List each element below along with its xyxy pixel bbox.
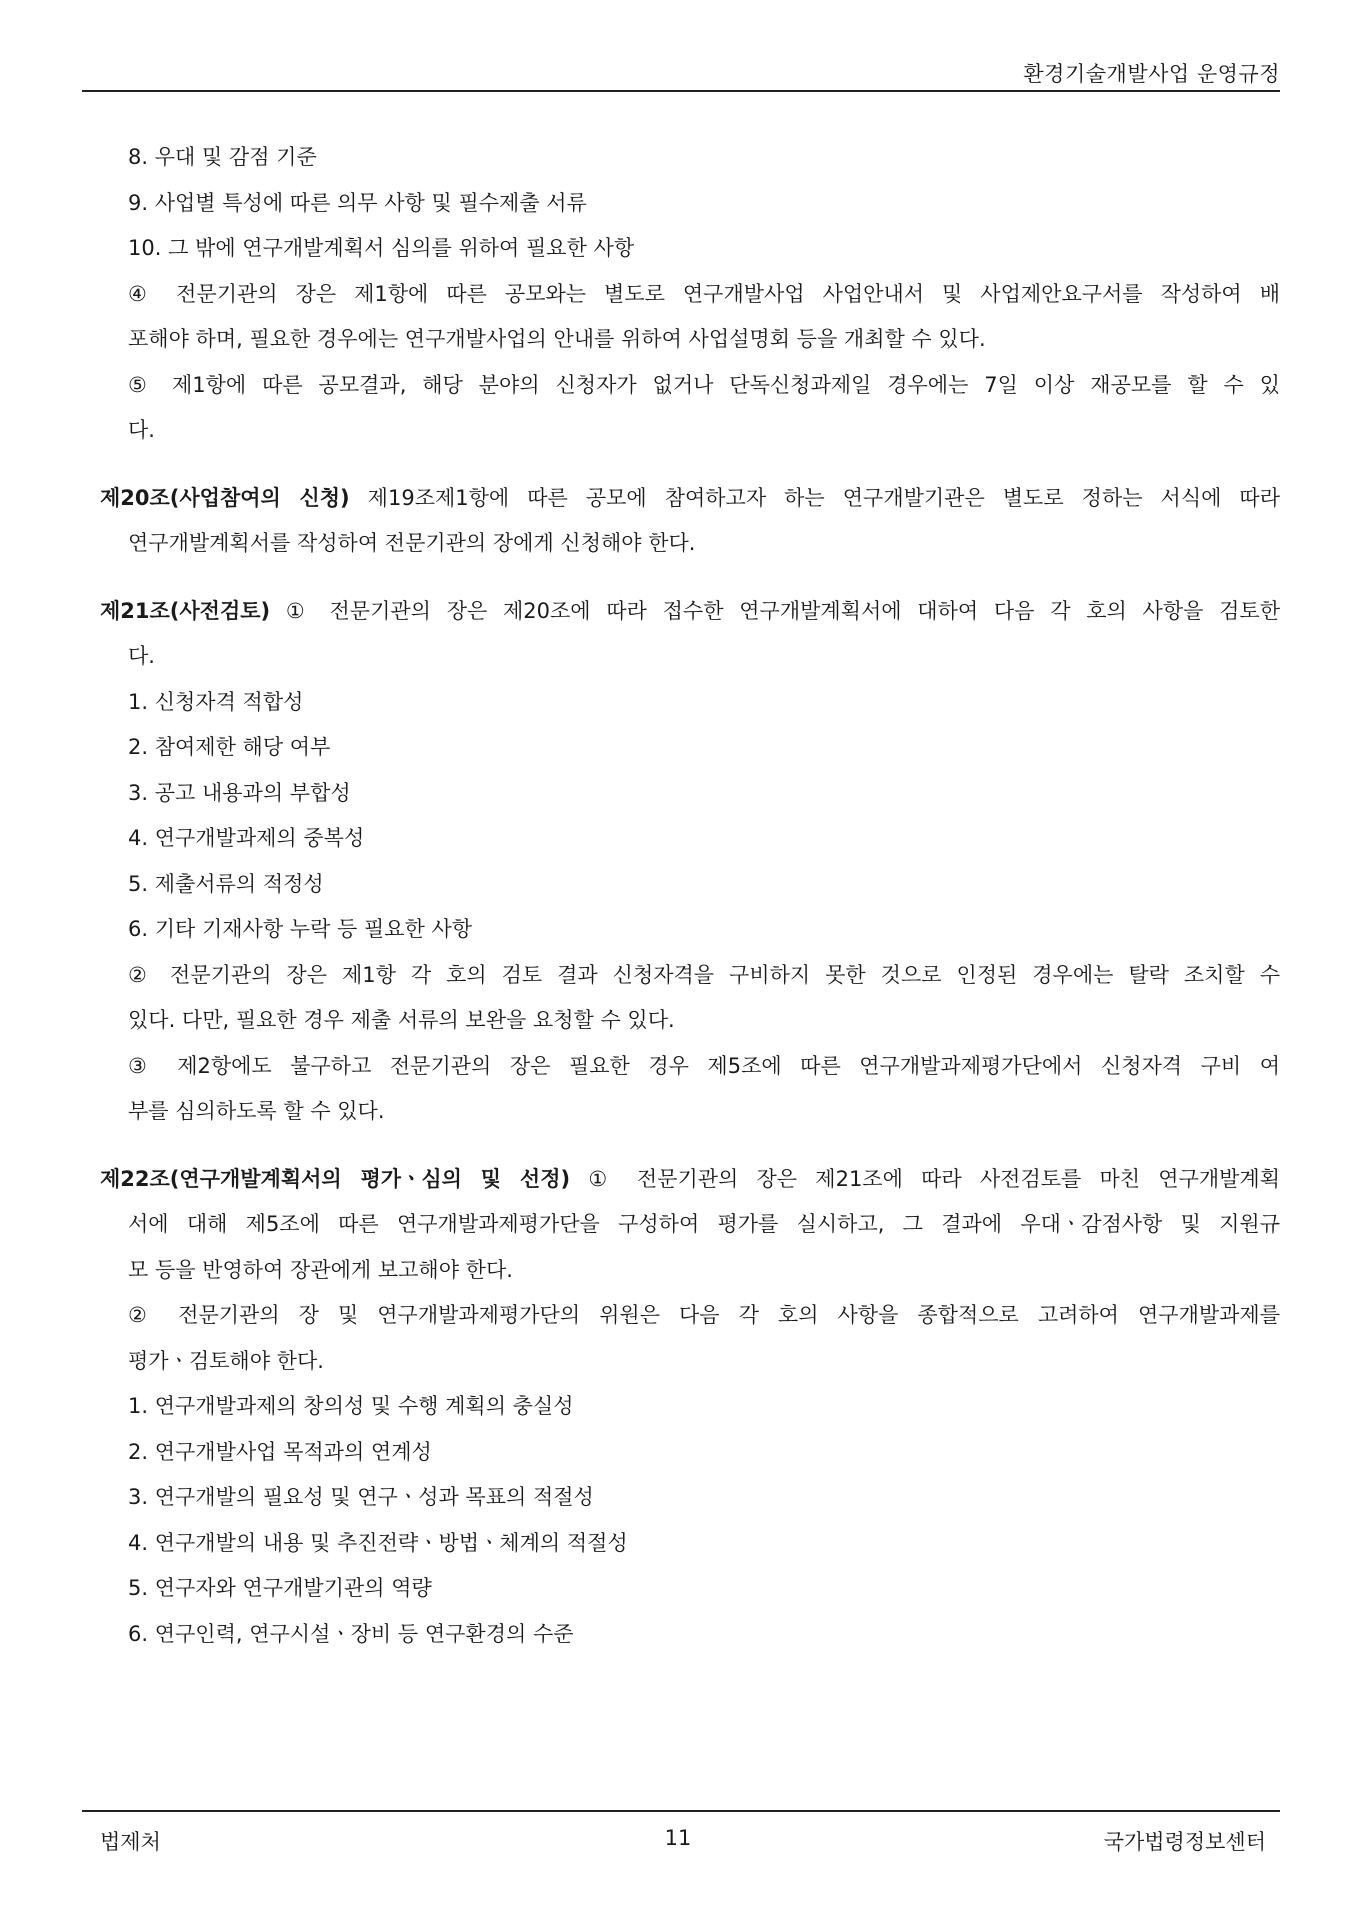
article-21-first-line: [100, 589, 1280, 635]
list-item: 5. 연구자와 연구개발기관의 역량: [128, 1576, 432, 1600]
list-item: 1. 신청자격 적합성: [128, 689, 304, 714]
paragraph-line: 다.: [128, 644, 155, 668]
paragraph-line: ⑤ 제1항에 따른 공모결과, 해당 분야의 신청자가 없거나 단독신청과제일 경우에는 7일 이상 재공모를 할 수 있: [128, 372, 1280, 397]
list-item: 8. 우대 및 감점 기준: [128, 145, 317, 169]
paragraph-line: ④ 전문기관의 장은 제1항에 따른 공모와는 별도로 연구개발사업 사업안내서 및 사업제안요구서를 작성하여 배: [128, 281, 1280, 306]
list-item: 4. 연구개발의 내용 및 추진전략ㆍ방법ㆍ체계의 적절성: [128, 1530, 628, 1555]
article-20-title: 제20조(사업참여의 신청): [100, 485, 350, 510]
article-22-title: 제22조(연구개발계획서의 평가ㆍ심의 및 선정): [100, 1166, 571, 1191]
footer-source: 국가법령정보센터: [1103, 1830, 1266, 1854]
paragraph-line: 다.: [128, 418, 155, 442]
document-body: [100, 135, 1280, 1657]
paragraph-line: 서에 대해 제5조에 따른 연구개발과제평가단을 구성하여 평가를 실시하고, 그 결과에 우대ㆍ감점사항 및 지원규: [128, 1212, 1280, 1236]
list-item: 1. 연구개발과제의 창의성 및 수행 계획의 충실성: [128, 1394, 574, 1418]
header-divider: [82, 90, 1280, 92]
article-21-title: 제21조(사전검토): [100, 598, 271, 623]
article-21-text: ① 전문기관의 장은 제20조에 따라 접수한 연구개발계획서에 대하여 다음 각 호의 사항을 검토한: [270, 598, 1280, 623]
paragraph-line: 포해야 하며, 필요한 경우에는 연구개발사업의 안내를 위하여 사업설명회 등을 개최할 수 있다.: [128, 327, 986, 351]
paragraph-line: 연구개발계획서를 작성하여 전문기관의 장에게 신청해야 한다.: [128, 531, 696, 555]
page-number: 11: [664, 1826, 692, 1850]
list-item: 5. 제출서류의 적정성: [128, 871, 324, 896]
document-header-title: 환경기술개발사업 운영규정: [1023, 62, 1280, 86]
paragraph-line: ② 전문기관의 장은 제1항 각 호의 검토 결과 신청자격을 구비하지 못한 것으로 인정된 경우에는 탈락 조치할 수: [128, 962, 1280, 987]
footer-divider: [82, 1810, 1280, 1812]
paragraph-line: 모 등을 반영하여 장관에게 보고해야 한다.: [128, 1257, 513, 1282]
article-20-first-line: [100, 476, 1280, 522]
list-item: 3. 공고 내용과의 부합성: [128, 780, 351, 805]
list-item: 2. 참여제한 해당 여부: [128, 735, 331, 759]
article-20-text: 제19조제1항에 따른 공모에 참여하고자 하는 연구개발기관은 별도로 정하는 서식에 따라: [349, 485, 1280, 510]
paragraph-line: ② 전문기관의 장 및 연구개발과제평가단의 위원은 다음 각 호의 사항을 종합적으로 고려하여 연구개발과제를: [128, 1303, 1280, 1327]
footer-publisher: 법제처: [100, 1830, 161, 1854]
list-item: 3. 연구개발의 필요성 및 연구ㆍ성과 목표의 적절성: [128, 1485, 594, 1509]
list-item: 4. 연구개발과제의 중복성: [128, 826, 365, 850]
list-item: 6. 연구인력, 연구시설ㆍ장비 등 연구환경의 수준: [128, 1621, 574, 1646]
paragraph-line: 있다. 다만, 필요한 경우 제출 서류의 보완을 요청할 수 있다.: [128, 1008, 675, 1032]
paragraph-line: 평가ㆍ검토해야 한다.: [128, 1348, 324, 1373]
list-item: 6. 기타 기재사항 누락 등 필요한 사항: [128, 917, 473, 941]
article-22-text: ① 전문기관의 장은 제21조에 따라 사전검토를 마친 연구개발계획: [570, 1166, 1281, 1191]
paragraph-line: ③ 제2항에도 불구하고 전문기관의 장은 필요한 경우 제5조에 따른 연구개발과제평가단에서 신청자격 구비 여: [128, 1053, 1280, 1078]
list-item: 2. 연구개발사업 목적과의 연계성: [128, 1439, 432, 1464]
list-item: 9. 사업별 특성에 따른 의무 사항 및 필수제출 서류: [128, 190, 587, 215]
article-22-first-line: [100, 1157, 1280, 1203]
paragraph-line: 부를 심의하도록 할 수 있다.: [128, 1099, 385, 1123]
list-item: 10. 그 밖에 연구개발계획서 심의를 위하여 필요한 사항: [128, 236, 635, 260]
